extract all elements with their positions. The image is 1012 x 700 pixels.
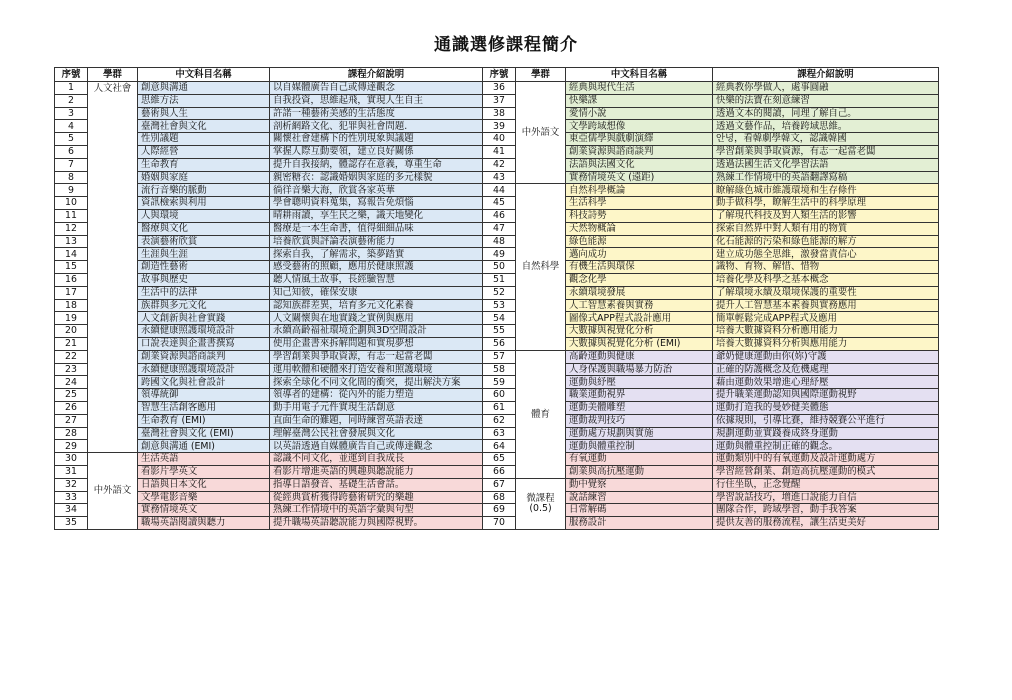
course-description: 自我投資，思維起飛，實現人生自主 xyxy=(270,94,483,107)
row-number: 8 xyxy=(55,171,88,184)
row-number: 67 xyxy=(483,478,516,491)
table-row xyxy=(55,184,939,197)
course-name: 永續健康照護環境設計 xyxy=(138,363,270,376)
course-name: 醫療與文化 xyxy=(138,222,270,235)
header-desc-left: 課程介紹說明 xyxy=(270,68,483,82)
course-name: 圖像式APP程式設計應用 xyxy=(566,312,713,325)
course-description: 透過文藝作品，培養跨域思維。 xyxy=(713,120,939,133)
table-row xyxy=(55,94,939,107)
course-name: 大數據與視覺化分析 (EMI) xyxy=(566,337,713,350)
row-number: 22 xyxy=(55,350,88,363)
row-number: 13 xyxy=(55,235,88,248)
course-name: 創業資源與諮商談判 xyxy=(566,145,713,158)
course-name: 人文創新與社會實踐 xyxy=(138,312,270,325)
table-row xyxy=(55,465,939,478)
course-description: 聽人情風土故事，長經驗智慧 xyxy=(270,273,483,286)
row-number: 40 xyxy=(483,133,516,146)
course-name: 永續環境發展 xyxy=(566,286,713,299)
course-name: 表演藝術欣賞 xyxy=(138,235,270,248)
course-description: 透過文本的閱讀，同理了解自己。 xyxy=(713,107,939,120)
row-number: 26 xyxy=(55,401,88,414)
course-description: 規劃運動並實踐養成終身運動 xyxy=(713,427,939,440)
course-name: 說話練習 xyxy=(566,491,713,504)
course-description: 學習創業與爭取資源，有志一起當老闆 xyxy=(270,350,483,363)
row-number: 9 xyxy=(55,184,88,197)
row-number: 30 xyxy=(55,453,88,466)
course-description: 探索全球化不同文化間的衝突，提出解決方案 xyxy=(270,376,483,389)
row-number: 62 xyxy=(483,414,516,427)
row-number: 45 xyxy=(483,197,516,210)
course-name: 實務情境英文 xyxy=(138,504,270,517)
course-description: 提升職場英語聽說能力與國際視野。 xyxy=(270,517,483,530)
table-header-row xyxy=(55,68,939,82)
row-number: 3 xyxy=(55,107,88,120)
course-description: 經典教你學做人，處事圓融 xyxy=(713,82,939,95)
course-description: 建立成功態全思維，激發當責信心 xyxy=(713,248,939,261)
course-description: 瞭解綠色城市維護環境和生存條件 xyxy=(713,184,939,197)
course-description: 學習說話技巧，增進口說能力自信 xyxy=(713,491,939,504)
course-name: 生涯與生涯 xyxy=(138,248,270,261)
course-name: 思維方法 xyxy=(138,94,270,107)
course-name: 實務情境英文 (遠距) xyxy=(566,171,713,184)
row-number: 63 xyxy=(483,427,516,440)
course-name: 人際經營 xyxy=(138,145,270,158)
table-body xyxy=(55,82,939,530)
course-description: 認識不同文化，並運到自我成長 xyxy=(270,453,483,466)
course-description: 學習經營創業、創造高抗壓運動的模式 xyxy=(713,465,939,478)
course-name: 高齡運動與健康 xyxy=(566,350,713,363)
table-row xyxy=(55,453,939,466)
row-number: 23 xyxy=(55,363,88,376)
row-number: 50 xyxy=(483,261,516,274)
row-number: 29 xyxy=(55,440,88,453)
row-number: 51 xyxy=(483,273,516,286)
group-cell: 中外語文 xyxy=(88,453,138,530)
course-description: 正確的防護概念及危機處理 xyxy=(713,363,939,376)
course-name: 性別議題 xyxy=(138,133,270,146)
header-desc-right: 課程介紹說明 xyxy=(713,68,939,82)
row-number: 20 xyxy=(55,325,88,338)
course-name: 生活科學 xyxy=(566,197,713,210)
row-number: 66 xyxy=(483,465,516,478)
course-name: 創造性藝術 xyxy=(138,261,270,274)
course-description: 熟練工作情境中的英語字彙與句型 xyxy=(270,504,483,517)
table-row xyxy=(55,209,939,222)
course-name: 邁向成功 xyxy=(566,248,713,261)
row-number: 12 xyxy=(55,222,88,235)
course-description: 運動類別中的有氧運動及設計運動處方 xyxy=(713,453,939,466)
course-description: 領導者的建構：從內外的能力塑造 xyxy=(270,389,483,402)
course-description: 剖析網路文化、犯罪與社會問題. xyxy=(270,120,483,133)
row-number: 37 xyxy=(483,94,516,107)
course-name: 藝術與人生 xyxy=(138,107,270,120)
table-row xyxy=(55,517,939,530)
course-description: 指導日語發音、基礎生活會話。 xyxy=(270,478,483,491)
course-description: 晴耕雨讀，享生民之樂，識天地變化 xyxy=(270,209,483,222)
course-description: 掌握人際互動要領，建立良好關係 xyxy=(270,145,483,158)
row-number: 64 xyxy=(483,440,516,453)
group-cell: 人文社會 xyxy=(88,82,138,453)
header-no-right: 序號 xyxy=(483,68,516,82)
course-name: 科技詩勢 xyxy=(566,209,713,222)
course-description: 感受藝術的照顧，應用於健康照護 xyxy=(270,261,483,274)
course-name: 生活中的法律 xyxy=(138,286,270,299)
row-number: 39 xyxy=(483,120,516,133)
course-description: 培養化學及科學之基本概念 xyxy=(713,273,939,286)
row-number: 53 xyxy=(483,299,516,312)
row-number: 31 xyxy=(55,465,88,478)
course-description: 運用軟體和硬體來打造安養和照護環境 xyxy=(270,363,483,376)
course-name: 婚姻與家庭 xyxy=(138,171,270,184)
course-description: 簡單輕鬆完成APP程式及應用 xyxy=(713,312,939,325)
table-row xyxy=(55,504,939,517)
course-name: 人工智慧素養與實務 xyxy=(566,299,713,312)
row-number: 36 xyxy=(483,82,516,95)
row-number: 65 xyxy=(483,453,516,466)
course-description: 透過法國生活文化學習法語 xyxy=(713,158,939,171)
course-name: 動中覺察 xyxy=(566,478,713,491)
course-description: 徜徉音樂大海，欣賞各家英華 xyxy=(270,184,483,197)
row-number: 19 xyxy=(55,312,88,325)
row-number: 68 xyxy=(483,491,516,504)
course-name: 日語與日本文化 xyxy=(138,478,270,491)
course-description: 안녕，看韓劇學韓文，認識韓國 xyxy=(713,133,939,146)
course-description: 探索自然界中對人類有用的物質 xyxy=(713,222,939,235)
table-row xyxy=(55,440,939,453)
row-number: 25 xyxy=(55,389,88,402)
row-number: 6 xyxy=(55,145,88,158)
course-description: 學會聰明資料蒐集，寫報告免煩惱 xyxy=(270,197,483,210)
row-number: 52 xyxy=(483,286,516,299)
row-number: 1 xyxy=(55,82,88,95)
course-name: 經典與現代生活 xyxy=(566,82,713,95)
course-description: 行住坐臥，正念覺醒 xyxy=(713,478,939,491)
row-number: 56 xyxy=(483,337,516,350)
row-number: 2 xyxy=(55,94,88,107)
course-name: 人身保護與職場暴力防治 xyxy=(566,363,713,376)
table-row xyxy=(55,299,939,312)
course-description: 培養欣賞與評論表演藝術能力 xyxy=(270,235,483,248)
course-description: 培養大數據資料分析與應用能力 xyxy=(713,337,939,350)
course-name: 運動處方規劃與實施 xyxy=(566,427,713,440)
course-name: 資訊檢索與利用 xyxy=(138,197,270,210)
course-name: 快樂課 xyxy=(566,94,713,107)
course-name: 天然物概論 xyxy=(566,222,713,235)
course-name: 職場英語閱讀與聽力 xyxy=(138,517,270,530)
table-row xyxy=(55,107,939,120)
course-description: 化石能源的污染和綠色能源的解方 xyxy=(713,235,939,248)
table-row xyxy=(55,145,939,158)
row-number: 41 xyxy=(483,145,516,158)
course-name: 人與環境 xyxy=(138,209,270,222)
course-description: 認知族群差異，培育多元文化素養 xyxy=(270,299,483,312)
table-row xyxy=(55,197,939,210)
course-description: 運動打造我的曼妙健美體態 xyxy=(713,401,939,414)
course-description: 探索自我，了解需求，築夢踏實 xyxy=(270,248,483,261)
row-number: 7 xyxy=(55,158,88,171)
header-group-right: 學群 xyxy=(516,68,566,82)
course-name: 跨國文化與社會設計 xyxy=(138,376,270,389)
table-row xyxy=(55,248,939,261)
table-row xyxy=(55,350,939,363)
row-number: 32 xyxy=(55,478,88,491)
row-number: 57 xyxy=(483,350,516,363)
row-number: 60 xyxy=(483,389,516,402)
row-number: 33 xyxy=(55,491,88,504)
row-number: 10 xyxy=(55,197,88,210)
course-name: 運動與紓壓 xyxy=(566,376,713,389)
course-name: 愛情小說 xyxy=(566,107,713,120)
course-description: 從經典賞析獲得跨藝術研究的樂趣 xyxy=(270,491,483,504)
course-description: 依據規則，引導比賽，維持競賽公平進行 xyxy=(713,414,939,427)
table-row xyxy=(55,376,939,389)
course-name: 文學電影音樂 xyxy=(138,491,270,504)
row-number: 17 xyxy=(55,286,88,299)
row-number: 48 xyxy=(483,235,516,248)
header-no-left: 序號 xyxy=(55,68,88,82)
course-name: 看影片學英文 xyxy=(138,465,270,478)
course-name: 創意與溝通 (EMI) xyxy=(138,440,270,453)
course-name: 生活英語 xyxy=(138,453,270,466)
group-cell: 微課程 (0.5) xyxy=(516,478,566,529)
table-row xyxy=(55,325,939,338)
row-number: 11 xyxy=(55,209,88,222)
course-name: 永續健康照護環境設計 xyxy=(138,325,270,338)
table-row xyxy=(55,389,939,402)
course-description: 關懷社會建構下的性別現象與議題 xyxy=(270,133,483,146)
table-row xyxy=(55,363,939,376)
course-name: 運動與體重控制 xyxy=(566,440,713,453)
group-cell: 體育 xyxy=(516,350,566,478)
page-title: 通識選修課程簡介 xyxy=(434,35,578,55)
table-row xyxy=(55,82,939,95)
course-name: 創意與溝通 xyxy=(138,82,270,95)
table-row xyxy=(55,171,939,184)
table-row xyxy=(55,401,939,414)
header-name-right: 中文科目名稱 xyxy=(566,68,713,82)
row-number: 14 xyxy=(55,248,88,261)
row-number: 38 xyxy=(483,107,516,120)
course-description: 了解環境永續及環境保護的重要性 xyxy=(713,286,939,299)
table-row xyxy=(55,312,939,325)
course-description: 以自媒體廣告自己或傳達觀念 xyxy=(270,82,483,95)
course-name: 有氧運動 xyxy=(566,453,713,466)
course-name: 臺灣社會與文化 (EMI) xyxy=(138,427,270,440)
course-description: 提升人工智慧基本素養與實務應用 xyxy=(713,299,939,312)
table-row xyxy=(55,491,939,504)
course-name: 職業運動視界 xyxy=(566,389,713,402)
row-number: 49 xyxy=(483,248,516,261)
course-description: 學習創業與爭取資源，有志一起當老闆 xyxy=(713,145,939,158)
table-row xyxy=(55,120,939,133)
table-row xyxy=(55,478,939,491)
course-name: 生命教育 xyxy=(138,158,270,171)
course-description: 團隊合作，跨域學習，動手我答案 xyxy=(713,504,939,517)
course-name: 運動美體雕塑 xyxy=(566,401,713,414)
course-description: 了解現代科技及對人類生活的影響 xyxy=(713,209,939,222)
course-name: 創業與高抗壓運動 xyxy=(566,465,713,478)
course-name: 口說表達與企畫書撰寫 xyxy=(138,337,270,350)
course-description: 醫療是一本生命書，值得細細品味 xyxy=(270,222,483,235)
course-description: 以英語透過自媒體廣告自己或傳達觀念 xyxy=(270,440,483,453)
row-number: 69 xyxy=(483,504,516,517)
table-row xyxy=(55,273,939,286)
course-description: 使用企畫書來拆解問題和實現夢想 xyxy=(270,337,483,350)
course-description: 許諾一種藝術美感的生活態度 xyxy=(270,107,483,120)
header-name-left: 中文科目名稱 xyxy=(138,68,270,82)
course-name: 運動裁判技巧 xyxy=(566,414,713,427)
row-number: 34 xyxy=(55,504,88,517)
course-description: 快樂的法寶在刻意練習 xyxy=(713,94,939,107)
table-row xyxy=(55,222,939,235)
course-description: 親密糖衣：認識婚姻與家庭的多元樣貌 xyxy=(270,171,483,184)
course-name: 領導統御 xyxy=(138,389,270,402)
course-description: 熟練工作情境中的英語翻譯寫稿 xyxy=(713,171,939,184)
row-number: 58 xyxy=(483,363,516,376)
course-name: 臺灣社會與文化 xyxy=(138,120,270,133)
row-number: 18 xyxy=(55,299,88,312)
row-number: 5 xyxy=(55,133,88,146)
course-name: 智慧生活創客應用 xyxy=(138,401,270,414)
row-number: 28 xyxy=(55,427,88,440)
row-number: 44 xyxy=(483,184,516,197)
row-number: 16 xyxy=(55,273,88,286)
row-number: 47 xyxy=(483,222,516,235)
course-name: 文學跨域想像 xyxy=(566,120,713,133)
course-name: 大數據與視覺化分析 xyxy=(566,325,713,338)
row-number: 27 xyxy=(55,414,88,427)
course-table xyxy=(54,67,939,530)
course-name: 觀念化學 xyxy=(566,273,713,286)
course-name: 日常解碼 xyxy=(566,504,713,517)
course-name: 東亞儒學與戲劇演繹 xyxy=(566,133,713,146)
row-number: 15 xyxy=(55,261,88,274)
row-number: 21 xyxy=(55,337,88,350)
course-description: 提升職業運動認知與國際運動視野 xyxy=(713,389,939,402)
row-number: 70 xyxy=(483,517,516,530)
course-name: 族群與多元文化 xyxy=(138,299,270,312)
row-number: 42 xyxy=(483,158,516,171)
course-description: 運動與體重控制正確的觀念。 xyxy=(713,440,939,453)
row-number: 43 xyxy=(483,171,516,184)
course-name: 服務設計 xyxy=(566,517,713,530)
table-row xyxy=(55,261,939,274)
table-row xyxy=(55,427,939,440)
table-row xyxy=(55,158,939,171)
course-description: 藉由運動效果增進心理紓壓 xyxy=(713,376,939,389)
course-name: 故事與歷史 xyxy=(138,273,270,286)
table-row xyxy=(55,235,939,248)
group-cell: 自然科學 xyxy=(516,184,566,350)
course-description: 知己知彼，確保安康 xyxy=(270,286,483,299)
row-number: 55 xyxy=(483,325,516,338)
course-description: 動手用電子元件實現生活創意 xyxy=(270,401,483,414)
course-description: 提升自我接納，體認存在意義，尊重生命 xyxy=(270,158,483,171)
course-name: 流行音樂的脈動 xyxy=(138,184,270,197)
table-row xyxy=(55,133,939,146)
table-row xyxy=(55,286,939,299)
course-description: 動手做科學，瞭解生活中的科學原理 xyxy=(713,197,939,210)
row-number: 59 xyxy=(483,376,516,389)
table-row xyxy=(55,337,939,350)
course-description: 培養大數據資料分析應用能力 xyxy=(713,325,939,338)
course-description: 理解臺灣公民社會發展與文化 xyxy=(270,427,483,440)
course-name: 自然科學概論 xyxy=(566,184,713,197)
row-number: 54 xyxy=(483,312,516,325)
course-description: 識物、育物、解惜、惜物 xyxy=(713,261,939,274)
course-name: 綠色能源 xyxy=(566,235,713,248)
group-cell: 中外語文 xyxy=(516,82,566,184)
course-name: 有機生活與環保 xyxy=(566,261,713,274)
course-description: 永續高齡福祉環境企劃與3D空間設計 xyxy=(270,325,483,338)
course-description: 直面生命的難題，同時練習英語表達 xyxy=(270,414,483,427)
table-row xyxy=(55,414,939,427)
row-number: 24 xyxy=(55,376,88,389)
course-description: 爺奶健康運動由你(妳)守護 xyxy=(713,350,939,363)
row-number: 35 xyxy=(55,517,88,530)
course-description: 看影片增進英語的興趣與聽說能力 xyxy=(270,465,483,478)
course-name: 生命教育 (EMI) xyxy=(138,414,270,427)
course-description: 提供友善的服務流程，讓生活更美好 xyxy=(713,517,939,530)
row-number: 4 xyxy=(55,120,88,133)
row-number: 61 xyxy=(483,401,516,414)
course-name: 法語與法國文化 xyxy=(566,158,713,171)
row-number: 46 xyxy=(483,209,516,222)
course-name: 創業資源與諮商談判 xyxy=(138,350,270,363)
course-description: 人文關懷與在地實踐之實例與應用 xyxy=(270,312,483,325)
header-group-left: 學群 xyxy=(88,68,138,82)
